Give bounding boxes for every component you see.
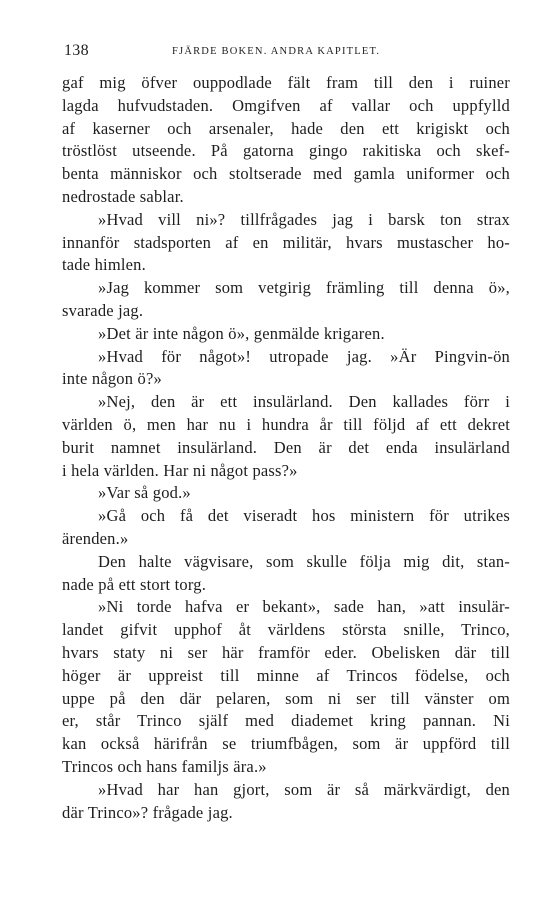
text-line: världen ö, men har nu i hundra år till följd af ett dekret (62, 414, 510, 434)
text-line: »Jag kommer som vetgirig främling till denna ö», (98, 278, 510, 298)
text-line: inte någon ö?» (62, 369, 162, 389)
text-line: där Trinco»? frågade jag. (62, 802, 233, 822)
text-line: benta människor och stoltserade med gamla uniformer och (62, 164, 510, 184)
text-line: nedrostade sablar. (62, 186, 184, 206)
text-line: ärenden.» (62, 528, 129, 548)
text-line: kan också härifrån se triumfbågen, som är uppförd till (62, 734, 510, 754)
text-line: innanför stadsporten af en militär, hvars mustascher ho- (62, 232, 510, 252)
running-head: FJÄRDE BOKEN. ANDRA KAPITLET. (172, 46, 381, 57)
text-line: »Nej, den är ett insulärland. Den kallades förr i (98, 392, 510, 412)
page-number: 138 (64, 42, 89, 59)
text-line: svarade jag. (62, 300, 144, 320)
text-line: »Hvad för något»! utropade jag. »Är Pingvin-ön (98, 346, 510, 366)
text-line: »Hvad vill ni»? tillfrågades jag i barsk ton strax (98, 209, 510, 229)
text-line: »Ni torde hafva er bekant», sade han, »att insulär- (98, 597, 510, 617)
text-line: er, står Trinco själf med diademet kring pannan. Ni (62, 711, 510, 731)
page-header (64, 42, 496, 62)
body-text (62, 72, 510, 824)
text-line: tröstlöst utseende. På gatorna gingo rakitiska och skef- (62, 141, 510, 161)
text-line: tade himlen. (62, 255, 146, 275)
text-line: nade på ett stort torg. (62, 574, 207, 594)
text-line: landet gifvit upphof åt världens största snille, Trinco, (62, 620, 510, 640)
text-line: lagda hufvudstaden. Omgifven af vallar och uppfylld (62, 95, 510, 115)
text-line: Den halte vägvisare, som skulle följa mig dit, stan- (98, 551, 510, 571)
text-line: gaf mig öfver ouppodlade fält fram till den i ruiner (62, 73, 510, 92)
text-line: burit namnet insulärland. Den är det enda insulärland (62, 437, 510, 457)
text-line: »Gå och få det viseradt hos ministern för utrikes (98, 506, 510, 526)
text-line: Trincos och hans familjs ära.» (62, 756, 267, 776)
text-line: i hela världen. Har ni något pass?» (62, 460, 298, 480)
text-line: uppe på den där pelaren, som ni ser till vänster om (62, 688, 510, 708)
text-line: af kaserner och arsenaler, hade den ett krigiskt och (62, 118, 510, 138)
text-line: »Var så god.» (98, 483, 191, 503)
text-line: hvars staty ni ser här framför eder. Obelisken där till (62, 642, 510, 662)
text-line: »Det är inte någon ö», genmälde krigaren. (98, 323, 385, 343)
text-line: höger är uppreist till minne af Trincos födelse, och (62, 665, 510, 685)
text-line: »Hvad har han gjort, som är så märkvärdigt, den (98, 779, 510, 799)
